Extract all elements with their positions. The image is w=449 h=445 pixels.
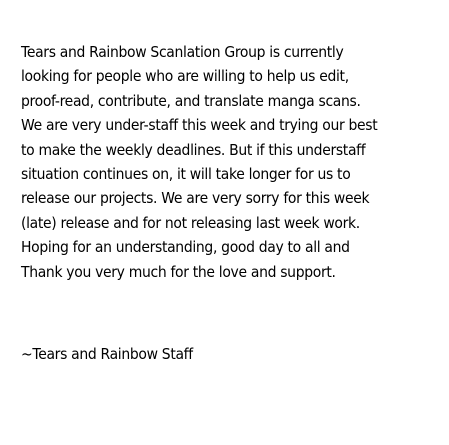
notice-line-7: release our projects. We are very sorry for this week xyxy=(21,189,370,208)
notice-line-3: proof-read, contribute, and translate manga scans. xyxy=(21,91,361,110)
notice-line-10: Thank you very much for the love and support. xyxy=(21,262,336,281)
notice-body xyxy=(21,40,412,284)
staff-signature: ~Tears and Rainbow Staff xyxy=(21,345,193,363)
notice-line-6: situation continues on, it will take longer for us to xyxy=(21,165,351,184)
notice-line-9: Hoping for an understanding, good day to all and xyxy=(21,238,350,257)
notice-line-1: Tears and Rainbow Scanlation Group is currently xyxy=(21,43,344,61)
notice-line-8: (late) release and for not releasing last week work. xyxy=(21,213,360,232)
notice-line-4: We are very under-staff this week and trying our best xyxy=(21,116,378,135)
notice-line-2: looking for people who are willing to help us edit, xyxy=(21,67,349,86)
notice-line-5: to make the weekly deadlines. But if this understaff xyxy=(21,140,366,159)
